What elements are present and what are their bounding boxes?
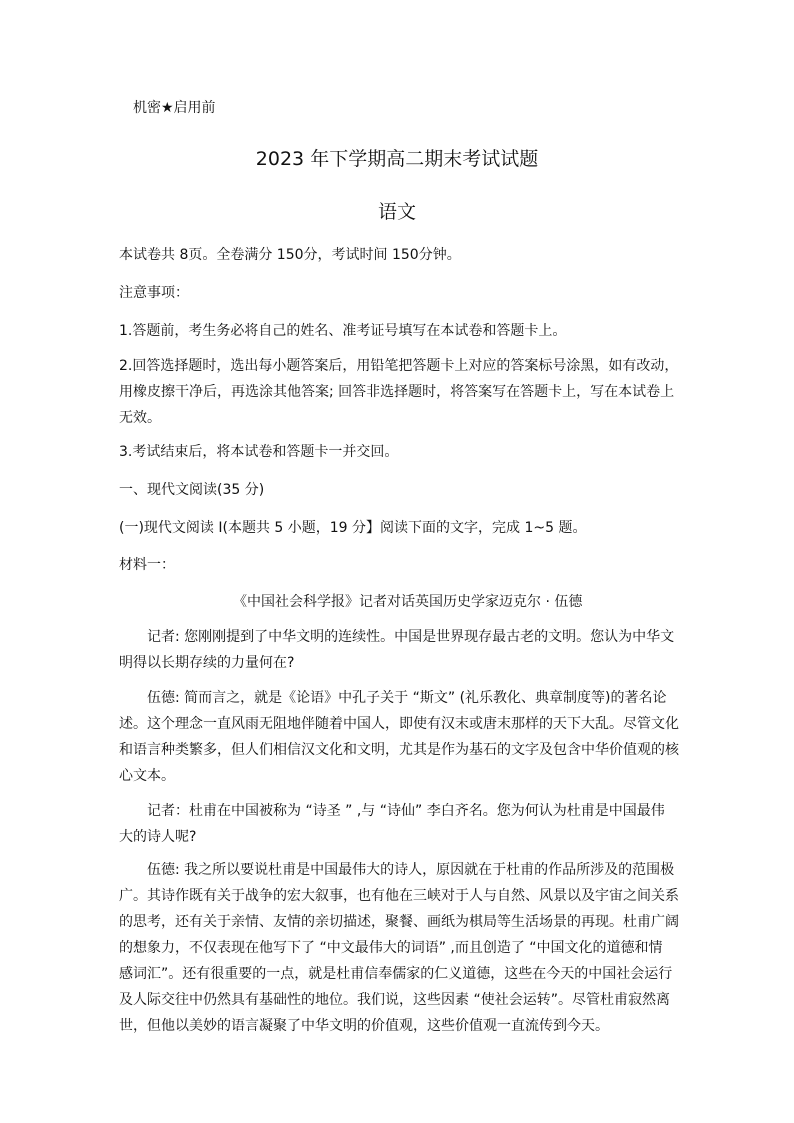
text-line: 明得以长期存续的力量何在? (119, 655, 295, 671)
notice-label: 注意事项： (119, 285, 189, 301)
text-line: 述。这个理念一直风雨无阻地伴随着中国人，即使有汉末或唐末那样的天下大乱。尽管文化 (119, 716, 679, 732)
notice-item-2 (119, 353, 681, 431)
dialogue-paragraph (119, 685, 681, 789)
notice-item-1: 1.答题前，考生务必将自己的姓名、准考证号填写在本试卷和答题卡上。 (119, 323, 567, 339)
text-line: 大的诗人呢? (119, 829, 197, 845)
text-line: 的思考，还有关于亲情、友情的亲切描述，聚餐、画纸为棋局等生活场景的再现。杜甫广阔 (119, 914, 679, 930)
text-line: 无效。 (119, 410, 161, 426)
notice-item-3: 3.考试结束后，将本试卷和答题卡一并交回。 (119, 444, 399, 460)
sub-section-heading: (一)现代文阅读 I(本题共 5 小题，19 分】阅读下面的文字，完成 1~5 题。 (119, 520, 587, 536)
article-title: 《中国社会科学报》记者对话英国历史学家迈克尔 · 伍德 (233, 594, 583, 610)
text-line: 记者: 您刚刚提到了中华文明的连续性。中国是世界现存最古老的文明。您认为中华文 (147, 629, 675, 645)
text-line: 用橡皮擦干净后，再选涂其他答案; 回答非选择题时，将答案写在答题卡上，写在本试卷上 (119, 384, 675, 400)
confidential-label: 机密★启用前 (133, 100, 216, 116)
dialogue-paragraph (119, 624, 681, 676)
text-line: 心文本。 (119, 768, 175, 784)
subject-title: 语文 (377, 201, 416, 223)
dialogue-paragraph (119, 857, 681, 1039)
dialogue-paragraph (119, 798, 681, 850)
text-line: 的想象力，不仅表现在他写下了 “中文最伟大的词语” ,而且创造了 “中国文化的道德和情 (119, 940, 663, 956)
text-line: 伍德: 我之所以要说杜甫是中国最伟大的诗人，原因就在于杜甫的作品所涉及的范围极 (147, 862, 675, 878)
text-line: 2.回答选择题时，选出每小题答案后，用铅笔把答题卡上对应的答案标号涂黑，如有改动， (119, 358, 679, 374)
exam-intro: 本试卷共 8页。全卷满分 150分，考试时间 150分钟。 (119, 247, 461, 263)
text-line: 和语言种类繁多，但人们相信汉文化和文明，尤其是作为基石的文字及包含中华价值观的核 (119, 742, 679, 758)
text-line: 伍德: 简而言之，就是《论语》中孔子关于 “斯文” (礼乐教化、典章制度等)的著名论 (147, 690, 667, 706)
text-line: 感词汇”。还有很重要的一点，就是杜甫信奉儒家的仁义道德，这些在今天的中国社会运行 (119, 966, 673, 982)
text-line: 广。其诗作既有关于战争的宏大叙事，也有他在三峡对于人与自然、风景以及宇宙之间关系 (119, 888, 679, 904)
text-line: 世，但他以美妙的语言凝聚了中华文明的价值观，这些价值观一直流传到今天。 (119, 1018, 609, 1034)
text-line: 记者：杜甫在中国被称为 “诗圣 ” ,与 “诗仙” 李白齐名。您为何认为杜甫是中国最伟 (147, 803, 665, 819)
text-line: 及人际交往中仍然具有基础性的地位。我们说，这些因素 “使社会运转”。尽管杜甫寂然离 (119, 992, 670, 1008)
section-heading: 一、现代文阅读(35 分) (119, 482, 265, 498)
material-label: 材料一： (119, 557, 175, 573)
exam-title: 2023 年下学期高二期末考试试题 (255, 148, 539, 170)
